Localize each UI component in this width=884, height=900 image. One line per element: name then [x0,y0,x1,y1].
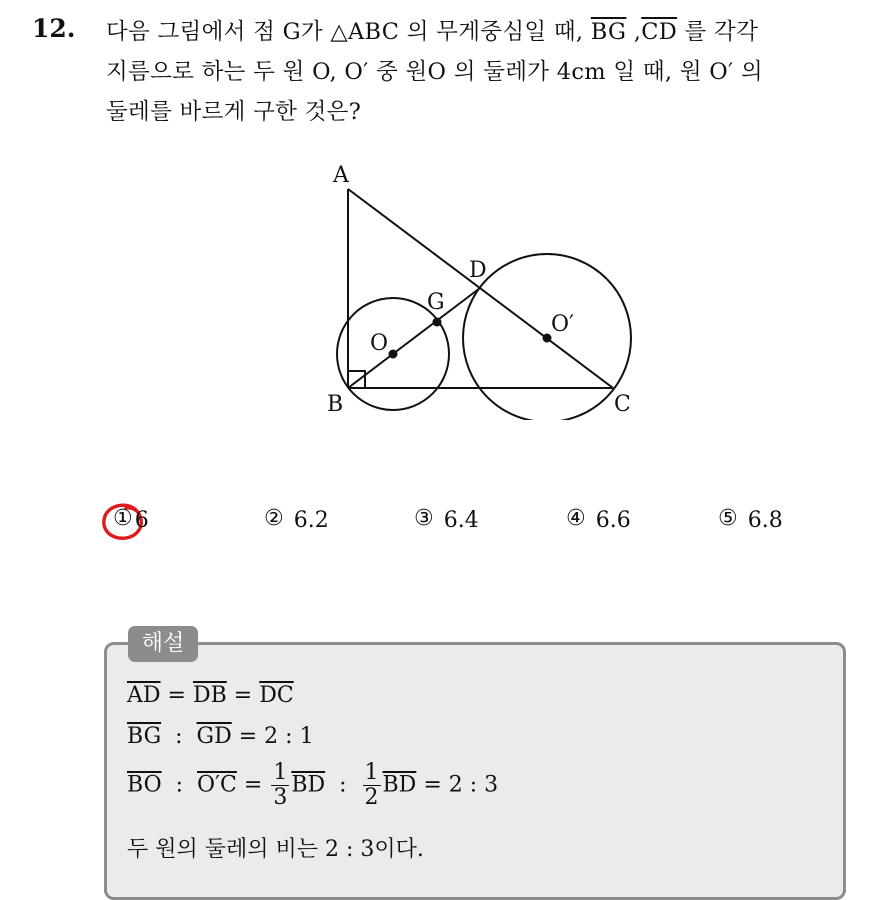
label-c: C [614,392,631,417]
choice-number-4: ④ [566,506,586,531]
label-g: G [427,290,445,315]
choice-value-5: 6.8 [747,508,783,533]
choice-value-2: 6.2 [293,508,329,533]
choice-3[interactable] [414,508,479,533]
question-line-1: 다음 그림에서 점 G가 △ABC 의 무게중심일 때, $\overline{BG}$ $,\overline{CD}$ 를 각각 [106,19,759,45]
fraction-one-half: $\frac{1}{2}$ [364,760,379,810]
choice-number-2: ② [264,506,284,531]
choice-4[interactable] [566,508,631,533]
point-o [389,350,398,359]
choice-5[interactable] [718,508,783,533]
choice-value-4: 6.6 [595,508,631,533]
geometry-figure [320,158,650,420]
segment-bg: $\overline{BG}$ [590,19,627,45]
fraction-one-third: $\frac{1}{3}$ [273,760,288,810]
answer-choices [100,500,820,548]
label-b: B [327,392,344,417]
question-line-3: 둘레를 바르게 구한 것은? [106,99,362,125]
choice-number-3: ③ [414,506,434,531]
question-line-2: 지름으로 하는 두 원 O, O′ 중 원O 의 둘레가 4cm 일 때, 원 O′ 의 [106,59,763,85]
question-text [106,12,866,132]
choice-value-3: 6.4 [443,508,479,533]
solution-line-4: 두 원의 둘레의 비는 2 : 3이다. [127,837,424,862]
solution-tab: 해설 [128,626,198,662]
solution-line-1: $\overline{AD} = \overline{DB} = \overline{DC}$ [127,683,294,708]
segment-cd: $\overline{CD}$ [641,19,678,45]
label-a: A [333,163,349,188]
solution-box [104,642,846,900]
solution-line-2: $\overline{BG}$ : $\overline{GD} = 2$ : 1 [127,724,314,749]
question-number: 12. [32,14,76,43]
label-o-prime: O′ [551,312,575,337]
choice-1[interactable] [113,508,149,533]
choice-number-5: ⑤ [718,506,738,531]
choice-2[interactable] [264,508,329,533]
solution-line-3: $\overline{BO}$ : O′C = $\frac{1}{3}$ $\overline{BD}$ : $\frac{1}{2}$ $\overline{BD} = 2$ : 3 [127,760,499,810]
point-g [433,318,442,327]
label-d: D [469,258,487,283]
choice-number-1: ① [113,506,133,531]
choice-value-1: 6 [134,508,149,533]
label-o: O [370,331,389,356]
